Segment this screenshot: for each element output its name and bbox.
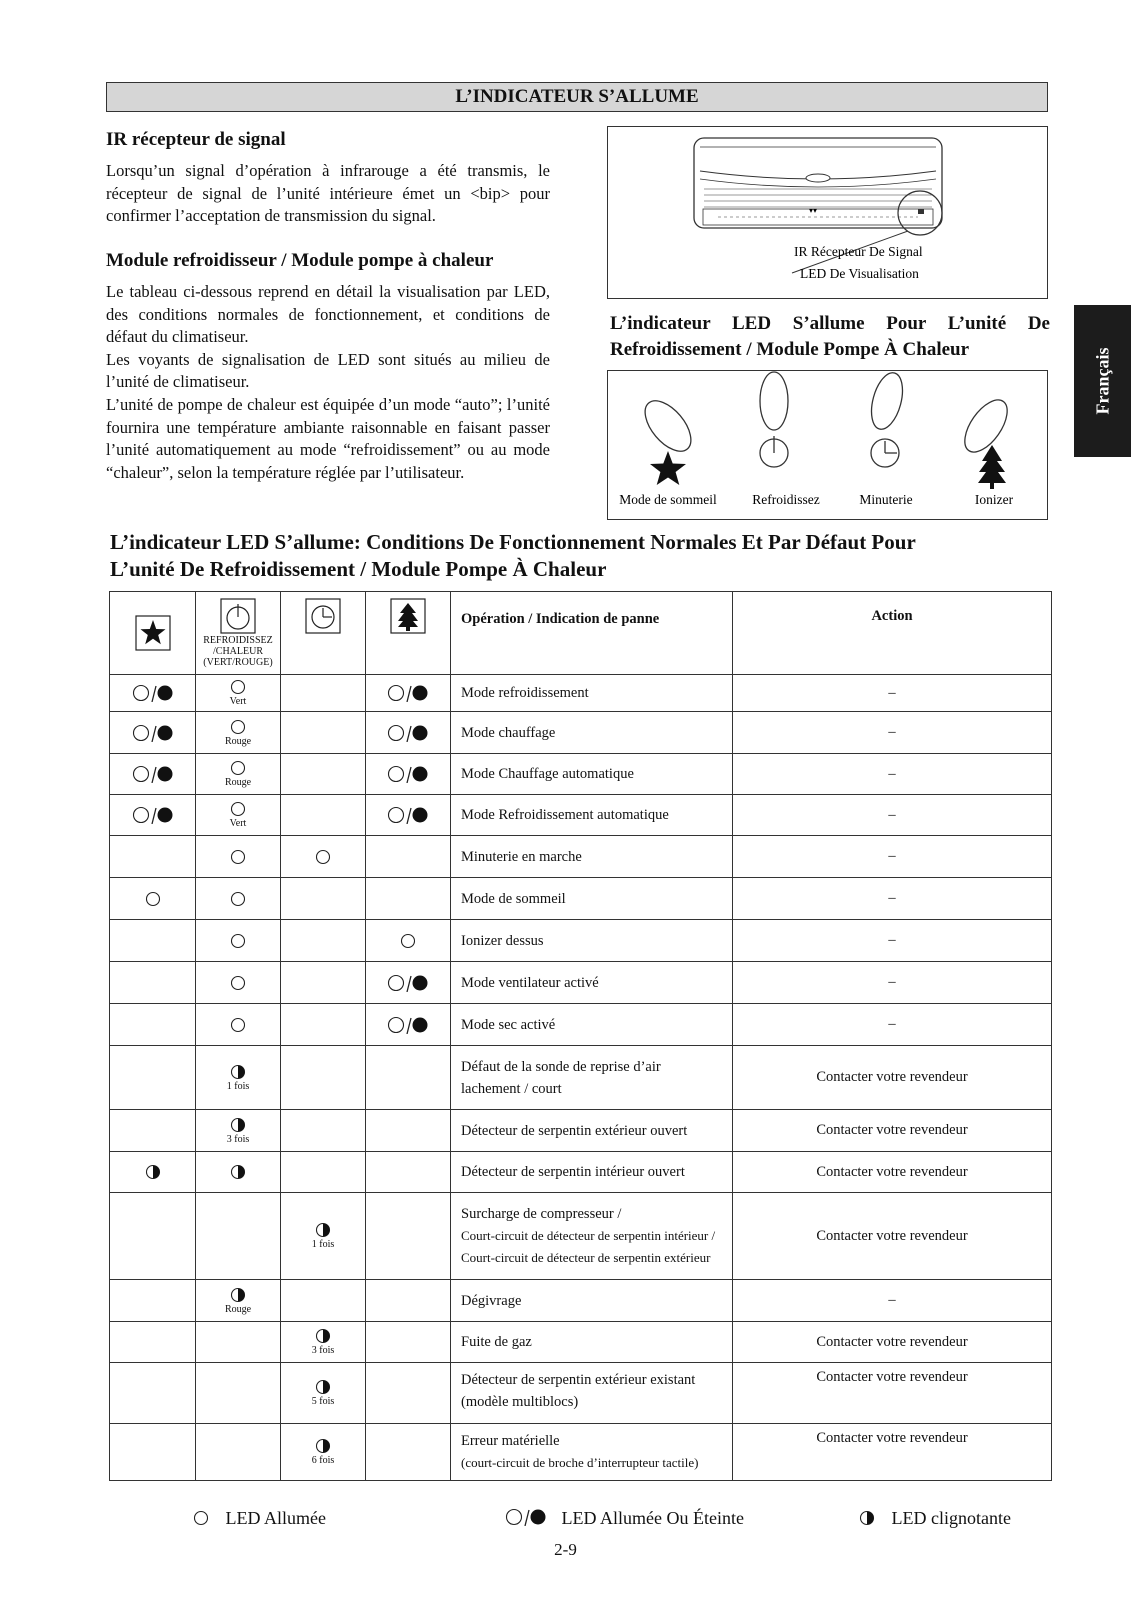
action-cell bbox=[733, 1046, 1052, 1110]
led-on-icon bbox=[230, 719, 246, 735]
led-cell bbox=[196, 962, 281, 1004]
header-timer-cell bbox=[281, 592, 366, 675]
led-onoff-icon bbox=[132, 724, 174, 742]
ir-heading: IR récepteur de signal bbox=[106, 129, 286, 150]
operation-cell bbox=[451, 1193, 733, 1280]
action-cell bbox=[733, 795, 1052, 836]
section-banner: L’INDICATEUR S’ALLUME bbox=[106, 82, 1048, 112]
led-cell bbox=[366, 878, 451, 920]
led-cell bbox=[281, 1152, 366, 1193]
table-row bbox=[110, 920, 1052, 962]
action-cell bbox=[733, 675, 1052, 712]
led-cell bbox=[281, 962, 366, 1004]
operation-cell bbox=[451, 962, 733, 1004]
operation-text: Défaut de la sonde de reprise d’air bbox=[461, 1058, 661, 1075]
led-cell bbox=[196, 878, 281, 920]
operation-text-line2: Court-circuit de détecteur de serpentin intérieur / bbox=[461, 1228, 716, 1243]
action-text: – bbox=[888, 1292, 896, 1308]
led-onoff-icon bbox=[387, 1016, 429, 1034]
action-text: Contacter votre revendeur bbox=[816, 1069, 968, 1085]
operation-text: Mode de sommeil bbox=[461, 890, 566, 907]
power-icon bbox=[220, 598, 256, 634]
led-cell bbox=[366, 675, 451, 712]
led-cell bbox=[366, 962, 451, 1004]
header-operation: Opération / Indication de panne bbox=[451, 592, 733, 675]
led-cell-note: 3 fois bbox=[226, 1133, 250, 1145]
led-blink-icon bbox=[315, 1438, 331, 1454]
table-row bbox=[110, 962, 1052, 1004]
operation-text: Minuterie en marche bbox=[461, 848, 582, 865]
led-cell bbox=[110, 795, 196, 836]
led-cell bbox=[196, 920, 281, 962]
led-cell bbox=[281, 1322, 366, 1363]
led-onoff-icon bbox=[132, 765, 174, 783]
action-text: Contacter votre revendeur bbox=[816, 1122, 968, 1138]
led-cell bbox=[281, 754, 366, 795]
led-cell bbox=[110, 962, 196, 1004]
operation-text: Mode Refroidissement automatique bbox=[461, 807, 669, 823]
led-cell bbox=[110, 836, 196, 878]
action-text: – bbox=[888, 974, 896, 990]
header-sleep-cell bbox=[110, 592, 196, 675]
led-blink-icon bbox=[315, 1222, 331, 1238]
led-cell bbox=[196, 754, 281, 795]
led-cell bbox=[196, 1424, 281, 1481]
led-on-icon bbox=[145, 891, 161, 907]
operation-text: Dégivrage bbox=[461, 1292, 522, 1309]
led-cell-note: 3 fois bbox=[311, 1345, 335, 1356]
led-cell bbox=[196, 675, 281, 712]
led-onoff-icon bbox=[505, 1508, 547, 1526]
action-cell bbox=[733, 1363, 1052, 1424]
operation-cell bbox=[451, 1110, 733, 1152]
led-cell bbox=[110, 1004, 196, 1046]
led-cell bbox=[366, 1363, 451, 1424]
led-on-icon bbox=[230, 801, 246, 817]
operation-text: Détecteur de serpentin intérieur ouvert bbox=[461, 1164, 685, 1180]
led-blink-icon bbox=[230, 1287, 246, 1303]
legend-onoff bbox=[505, 1508, 744, 1529]
led-onoff-icon bbox=[387, 724, 429, 742]
cool-label: Refroidissez bbox=[752, 492, 820, 507]
led-onoff-icon bbox=[387, 684, 429, 702]
action-cell bbox=[733, 1424, 1052, 1481]
operation-cell bbox=[451, 795, 733, 836]
action-text: Contacter votre revendeur bbox=[816, 1227, 968, 1244]
action-text: Contacter votre revendeur bbox=[816, 1163, 968, 1180]
table-row bbox=[110, 1363, 1052, 1424]
led-cell bbox=[281, 1004, 366, 1046]
action-cell bbox=[733, 1280, 1052, 1322]
led-on-icon bbox=[315, 849, 331, 865]
led-cell-note: 1 fois bbox=[311, 1239, 335, 1250]
led-on-icon bbox=[230, 1017, 246, 1033]
legend-on-label: LED Allumée bbox=[225, 1508, 326, 1528]
led-panel bbox=[607, 370, 1048, 520]
led-onoff-icon bbox=[387, 765, 429, 783]
led-cell-note: Rouge bbox=[224, 777, 252, 788]
led-cell bbox=[110, 712, 196, 754]
led-cell bbox=[366, 1152, 451, 1193]
operation-text: Mode chauffage bbox=[461, 724, 556, 741]
action-cell bbox=[733, 1152, 1052, 1193]
operation-cell bbox=[451, 675, 733, 712]
led-cell bbox=[110, 1424, 196, 1481]
tree-icon bbox=[390, 598, 426, 634]
legend-on bbox=[193, 1508, 326, 1529]
led-cell bbox=[366, 1424, 451, 1481]
table-row bbox=[110, 795, 1052, 836]
led-cell bbox=[366, 1322, 451, 1363]
led-cell bbox=[196, 836, 281, 878]
unit-diagram bbox=[607, 126, 1048, 299]
led-on-icon bbox=[230, 975, 246, 991]
led-cell bbox=[281, 1363, 366, 1424]
led-cell-note: Rouge bbox=[224, 735, 252, 747]
action-text: Contacter votre revendeur bbox=[816, 1369, 968, 1385]
action-cell bbox=[733, 1193, 1052, 1280]
led-cell bbox=[110, 1322, 196, 1363]
led-cell bbox=[110, 1363, 196, 1424]
operation-text: Mode Chauffage automatique bbox=[461, 766, 634, 782]
operation-cell bbox=[451, 1363, 733, 1424]
action-cell bbox=[733, 712, 1052, 754]
table-row bbox=[110, 1152, 1052, 1193]
led-cell bbox=[196, 795, 281, 836]
header-action: Action bbox=[733, 592, 1052, 675]
led-cell bbox=[110, 754, 196, 795]
star-icon bbox=[135, 615, 171, 651]
action-cell bbox=[733, 920, 1052, 962]
led-cell bbox=[110, 1152, 196, 1193]
action-text: – bbox=[888, 806, 896, 823]
led-blink-icon bbox=[145, 1164, 161, 1180]
led-on-icon bbox=[400, 933, 416, 949]
operation-text-line2: (court-circuit de broche d’interrupteur tactile) bbox=[461, 1455, 699, 1470]
operation-text: Surcharge de compresseur / bbox=[461, 1206, 622, 1222]
led-cell bbox=[196, 1193, 281, 1280]
sleep-led-icon bbox=[636, 393, 699, 485]
led-cell bbox=[366, 1280, 451, 1322]
table-row bbox=[110, 1322, 1052, 1363]
table-header-row bbox=[110, 592, 1052, 675]
header-ionizer-cell bbox=[366, 592, 451, 675]
action-text: – bbox=[888, 724, 896, 740]
led-status-table bbox=[109, 591, 1052, 1481]
action-text: – bbox=[888, 932, 896, 948]
action-text: Contacter votre revendeur bbox=[816, 1430, 968, 1446]
operation-cell bbox=[451, 920, 733, 962]
led-blink-icon bbox=[315, 1379, 331, 1395]
led-cell bbox=[110, 675, 196, 712]
led-cell bbox=[366, 836, 451, 878]
led-cell bbox=[366, 754, 451, 795]
led-blink-icon bbox=[315, 1328, 331, 1344]
action-cell bbox=[733, 754, 1052, 795]
header-cool-cell bbox=[196, 592, 281, 675]
led-cell bbox=[110, 1280, 196, 1322]
led-cell bbox=[281, 1280, 366, 1322]
operation-cell bbox=[451, 836, 733, 878]
led-cell bbox=[366, 712, 451, 754]
operation-text: Mode refroidissement bbox=[461, 685, 589, 701]
operation-text-line3: Court-circuit de détecteur de serpentin extérieur bbox=[461, 1250, 711, 1265]
language-tab-label: Français bbox=[1092, 347, 1112, 415]
led-cell bbox=[366, 1193, 451, 1280]
operation-cell bbox=[451, 1322, 733, 1363]
led-cell bbox=[110, 1193, 196, 1280]
action-cell bbox=[733, 1322, 1052, 1363]
operation-cell bbox=[451, 754, 733, 795]
led-cell bbox=[366, 1046, 451, 1110]
led-cell bbox=[281, 920, 366, 962]
led-cell bbox=[281, 1424, 366, 1481]
timer-label: Minuterie bbox=[859, 492, 913, 507]
ionizer-led-icon bbox=[957, 393, 1016, 489]
table-row bbox=[110, 1004, 1052, 1046]
led-cell bbox=[281, 878, 366, 920]
led-blink-icon bbox=[230, 1117, 246, 1133]
ir-receiver-label: IR Récepteur De Signal bbox=[794, 244, 923, 259]
operation-text-line2: (modèle multiblocs) bbox=[461, 1394, 579, 1410]
operation-cell bbox=[451, 1424, 733, 1481]
table-title-line2: L’unité De Refroidissement / Module Pompe À Chaleur bbox=[110, 557, 607, 581]
led-cell bbox=[281, 836, 366, 878]
col2-sub-line2: /CHALEUR bbox=[213, 646, 263, 657]
led-cell-note: 1 fois bbox=[226, 1080, 250, 1092]
led-cell bbox=[110, 878, 196, 920]
module-text: Le tableau ci-dessous reprend en détail la visualisation par LED, des conditions normales de fonctionnement, et conditions de défaut du climatiseur. Les voyants de signalisation de LED sont situés au milieu de l’unité de climatiseur. L’unité de pompe de chaleur est équipée d’un mode “auto”; l’unité fournira une température ambiante raisonnable en faisant passer l’unité automatiquement au mode “refroidissement” ou au mode “chaleur”, selon la température réglée par l’utilisateur. bbox=[106, 282, 550, 482]
action-text: – bbox=[888, 848, 896, 864]
operation-text: Détecteur de serpentin extérieur existant bbox=[461, 1372, 696, 1388]
led-cell bbox=[196, 1046, 281, 1110]
legend-onoff-label: LED Allumée Ou Éteinte bbox=[561, 1508, 744, 1528]
table-row bbox=[110, 1110, 1052, 1152]
col2-sub-line3: (VERT/ROUGE) bbox=[203, 657, 273, 668]
action-text: – bbox=[888, 765, 896, 782]
led-on-icon bbox=[230, 849, 246, 865]
action-cell bbox=[733, 962, 1052, 1004]
action-cell bbox=[733, 1110, 1052, 1152]
led-blink-icon bbox=[230, 1064, 246, 1080]
led-cell bbox=[366, 795, 451, 836]
language-tab bbox=[1074, 305, 1131, 457]
timer-led-icon bbox=[866, 371, 908, 467]
led-onoff-icon bbox=[132, 684, 174, 702]
led-onoff-icon bbox=[387, 974, 429, 992]
led-display-label: LED De Visualisation bbox=[800, 266, 919, 281]
led-cell-note: 5 fois bbox=[311, 1396, 335, 1407]
table-title-line1: L’indicateur LED S’allume: Conditions De Fonctionnement Normales Et Par Défaut Pour bbox=[110, 530, 916, 554]
table-row bbox=[110, 1424, 1052, 1481]
module-heading: Module refroidisseur / Module pompe à chaleur bbox=[106, 250, 494, 271]
led-cell bbox=[281, 675, 366, 712]
led-cell bbox=[281, 1193, 366, 1280]
action-text: – bbox=[888, 1016, 896, 1032]
led-cell bbox=[196, 1152, 281, 1193]
operation-cell bbox=[451, 1046, 733, 1110]
operation-text: Détecteur de serpentin extérieur ouvert bbox=[461, 1122, 688, 1139]
operation-text: Fuite de gaz bbox=[461, 1334, 532, 1350]
led-cell bbox=[110, 920, 196, 962]
cool-led-icon bbox=[760, 372, 788, 467]
operation-cell bbox=[451, 1152, 733, 1193]
led-panel-heading: L’indicateur LED S’allume Pour L’unité De Refroidissement / Module Pompe À Chaleur bbox=[610, 313, 1050, 360]
air-conditioner-illustration bbox=[608, 127, 1049, 300]
led-on-icon bbox=[230, 679, 246, 695]
led-cell bbox=[281, 712, 366, 754]
action-cell bbox=[733, 836, 1052, 878]
legend-blink-label: LED clignotante bbox=[891, 1508, 1011, 1528]
led-cell bbox=[110, 1110, 196, 1152]
led-cell bbox=[366, 1110, 451, 1152]
table-row bbox=[110, 1193, 1052, 1280]
led-cell bbox=[196, 1280, 281, 1322]
col2-sub-line1: REFROIDISSEZ bbox=[203, 635, 273, 646]
operation-text: Ionizer dessus bbox=[461, 932, 544, 949]
led-cell bbox=[110, 1046, 196, 1110]
led-blink-icon bbox=[230, 1164, 246, 1180]
operation-text-line2: lachement / court bbox=[461, 1080, 562, 1097]
table-row bbox=[110, 712, 1052, 754]
led-cell bbox=[196, 712, 281, 754]
led-cell bbox=[366, 920, 451, 962]
table-row bbox=[110, 675, 1052, 712]
table-row bbox=[110, 1280, 1052, 1322]
led-on-icon bbox=[230, 760, 246, 776]
led-cell-note: Vert bbox=[229, 696, 247, 707]
led-cell bbox=[196, 1004, 281, 1046]
led-cell bbox=[196, 1110, 281, 1152]
led-cell bbox=[196, 1322, 281, 1363]
led-onoff-icon bbox=[132, 806, 174, 824]
table-row bbox=[110, 1046, 1052, 1110]
svg-text:▾▾: ▾▾ bbox=[808, 206, 818, 215]
led-on-icon bbox=[193, 1510, 209, 1526]
action-cell bbox=[733, 878, 1052, 920]
operation-cell bbox=[451, 1280, 733, 1322]
table-title bbox=[110, 529, 916, 583]
operation-cell bbox=[451, 1004, 733, 1046]
action-text: Contacter votre revendeur bbox=[816, 1333, 968, 1350]
clock-icon bbox=[305, 598, 341, 634]
led-cell bbox=[366, 1004, 451, 1046]
operation-text: Mode sec activé bbox=[461, 1016, 556, 1033]
action-cell bbox=[733, 1004, 1052, 1046]
operation-cell bbox=[451, 878, 733, 920]
operation-text: Erreur matérielle bbox=[461, 1433, 560, 1449]
led-blink-icon bbox=[859, 1510, 875, 1526]
ir-text: Lorsqu’un signal d’opération à infrarouge a été transmis, le récepteur de signal de l’unité intérieure émet un <bip> pour confirmer l’acceptation de transmission du signal. bbox=[106, 161, 550, 226]
ionizer-label: Ionizer bbox=[974, 492, 1014, 507]
legend-blink bbox=[859, 1508, 1011, 1529]
led-cell bbox=[281, 795, 366, 836]
page-number: 2-9 bbox=[554, 1540, 577, 1559]
table-row bbox=[110, 878, 1052, 920]
led-cell-note: Rouge bbox=[224, 1303, 252, 1315]
led-cell bbox=[196, 1363, 281, 1424]
action-text: – bbox=[888, 684, 896, 701]
led-cell bbox=[281, 1110, 366, 1152]
operation-text: Mode ventilateur activé bbox=[461, 974, 599, 991]
led-cell-note: 6 fois bbox=[311, 1455, 335, 1466]
led-onoff-icon bbox=[387, 806, 429, 824]
table-row bbox=[110, 836, 1052, 878]
action-text: – bbox=[888, 890, 896, 906]
table-row bbox=[110, 754, 1052, 795]
sleep-label: Mode de sommeil bbox=[619, 492, 717, 507]
operation-cell bbox=[451, 712, 733, 754]
led-on-icon bbox=[230, 891, 246, 907]
led-cell-note: Vert bbox=[229, 818, 247, 829]
led-cell bbox=[281, 1046, 366, 1110]
led-on-icon bbox=[230, 933, 246, 949]
